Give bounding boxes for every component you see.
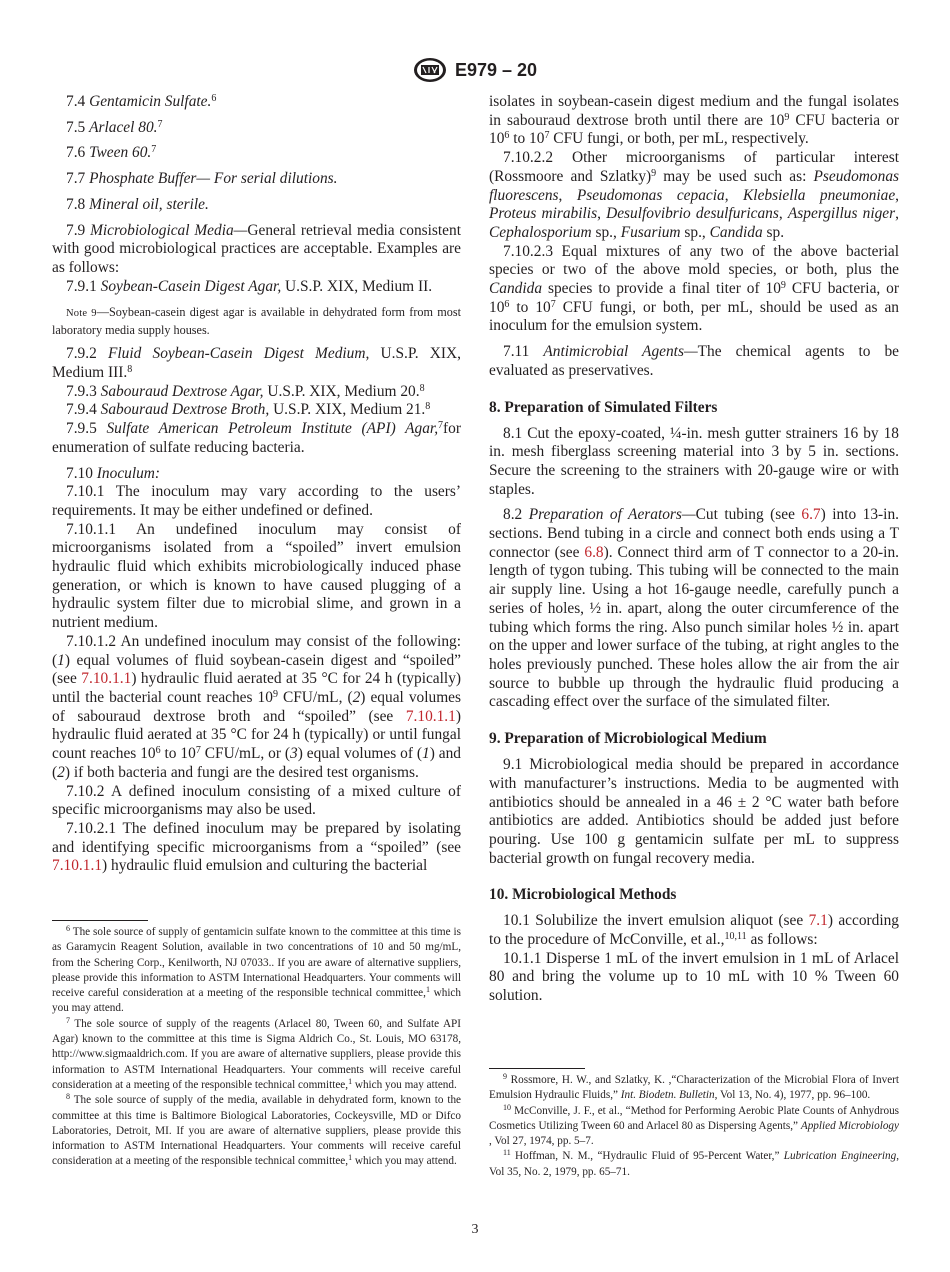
section-7-5: 7.5 Arlacel 80.$^7$ <box>66 118 163 136</box>
page-header <box>0 56 950 84</box>
section-7-9-3: 7.9.3 Sabouraud Dextrose Agar, U.S.P. XIX, Medium 20.$^8$ <box>66 382 425 400</box>
footnote-9: $^9$ Rossmore, H. W., and Szlatky, K. ,“Characterization of the Microbial Flora of Invert Emulsion Hydraulic Fluids,” Int. Biodetn. Bulletin, Vol 13, No. 4), 1977, pp. 96–100. <box>489 1072 900 1102</box>
standard-designation: E979 – 20 <box>454 59 538 80</box>
section-8-1: 8.1 Cut the epoxy-coated, ¼-in. mesh gutter strainers 16 by 18 in. mesh fiberglass screening material into 3 by 5 in. sections. Secure the screening to the strainers with 20-gauge wire or with staples. <box>489 424 899 498</box>
section-9-1: 9.1 Microbiological media should be prepared in accordance with manufacturer’s instructions. Media to be augmented with antibiotics should be annealed in a 46 ± 2 °C water bath before antibiotics are added. Antibiotics should be added just before pouring. Use 100 g gentamicin sulfate per mL to suppress bacterial growth on fungal recovery media. <box>489 756 899 867</box>
section-7-9-5: 7.9.5 Sulfate American Petroleum Institute (API) Agar,$^7$for enumeration of sulfate reducing bacteria. <box>52 420 461 456</box>
section-10-heading: 10. Microbiological Methods <box>489 886 677 904</box>
section-7-4: 7.4 Gentamicin Sulfate.$^6$ <box>66 93 217 110</box>
section-8-2: 8.2 Preparation of Aerators—Cut tubing (see 6.7) into 13-in. sections. Bend tubing in a circle and connect both ends using a T connector (see 6.8). Connect third arm of T connector to a 20-in. length of tygon tubing. This tubing will be connected to the main air supply line. Using a hot 16-gauge needle, carefully punch a series of holes, ½ in. apart, along the outer circumference of the tubing which forms the ring. Also punch similar holes ½ in. apart on the upper and lower surface of the tubing, at right angles to the holes previously punched. These holes allow the air from the air source to bubble up through the hydraulic fluid producing a cascading effect over the surface of the simulated filter. <box>489 506 899 711</box>
footnotes-right <box>489 1068 899 1180</box>
section-7-10: 7.10 Inoculum: <box>66 464 161 482</box>
section-7-11: 7.11 Antimicrobial Agents—The chemical agents to be evaluated as preservatives. <box>489 343 899 379</box>
section-7-10-2-1-continued: isolates in soybean-casein digest medium and the fungal isolates in sabouraud dextrose broth until there are $10^9$ CFU bacteria or $10^6$ to $10^7$ CFU fungi, or both, per mL, respectively. <box>489 93 899 148</box>
astm-logo-icon <box>413 57 447 83</box>
section-7-9-4: 7.9.4 Sabouraud Dextrose Broth, U.S.P. XIX, Medium 21.$^8$ <box>66 401 431 419</box>
footnote-8: $^8$ The sole source of supply of the media, available in dehydrated form, known to the committee at this time is Baltimore Biological Laboratories, Cockeysville, MD or Difco Laboratories, Detroit, MI. If you are aware of alternative suppliers, please provide this information to ASTM International Headquarters. Your comments will receive careful consideration at a meeting of the responsible technical committee,$^1$ which you may attend. <box>52 1092 461 1168</box>
section-7-10-2-1: 7.10.2.1 The defined inoculum may be prepared by isolating and identifying specific microorganisms from a “spoiled” (see 7.10.1.1) hydraulic fluid emulsion and culturing the bacterial <box>52 819 461 875</box>
section-7-9-2: 7.9.2 Fluid Soybean-Casein Digest Medium, U.S.P. XIX, Medium III.$^8$ <box>52 345 461 382</box>
section-7-8: 7.8 Mineral oil, sterile. <box>66 195 209 213</box>
section-9-heading: 9. Preparation of Microbiological Medium <box>489 730 767 748</box>
xref-7-10-1-1[interactable]: 7.10.1.1 <box>405 707 456 725</box>
footnote-rule <box>52 920 148 921</box>
section-10-1: 10.1 Solubilize the invert emulsion aliquot (see 7.1) according to the procedure of McConville, et al.,$^{10,11}$ as follows: <box>489 912 899 949</box>
section-7-10-1-1: 7.10.1.1 An undefined inoculum may consist of microorganisms isolated from a “spoiled” invert emulsion hydraulic fluid which exhibits microbiologically induced phase generation, or which is known to have caused plugging of a hydraulic system filter due to microbial slime, and grown in a nutrient medium. <box>52 520 461 632</box>
section-8-heading: 8. Preparation of Simulated Filters <box>489 398 718 416</box>
section-7-10-2: 7.10.2 A defined inoculum consisting of a mixed culture of specific microorganisms may also be used. <box>52 782 461 819</box>
section-7-6: 7.6 Tween 60.$^7$ <box>66 144 157 162</box>
right-column <box>489 93 899 1006</box>
footnote-10: $^{10}$ McConville, J. F., et al., “Method for Performing Aerobic Plate Counts of Anhydrous Cosmetics Utilizing Tween 60 and Arlacel 80 as Dispersing Agents,” Applied Microbiology , Vol 27, 1974, pp. 5–7. <box>489 1102 900 1148</box>
section-7-10-2-2: 7.10.2.2 Other microorganisms of particular interest (Rossmoore and Szlatky)$^9$ may be used such as: Pseudomonas fluorescens, Pseudomonas cepacia, Klebsiella pneumoniae, Proteus mirabilis, Desulfovibrio desulfuricans, Aspergillus niger, Cephalosporium sp., Fusarium sp., Candida sp. <box>489 149 900 241</box>
xref-7-10-1-1[interactable]: 7.10.1.1 <box>81 670 132 688</box>
section-10-1-1: 10.1.1 Disperse 1 mL of the invert emulsion in 1 mL of Arlacel 80 and bring the volume up to 10 mL with 10 % Tween 60 solution. <box>489 949 899 1005</box>
footnotes-left <box>52 920 461 1170</box>
note-9: Note 9—Soybean-casein digest agar is available in dehydrated form from most laboratory media supply houses. <box>52 305 461 338</box>
section-7-9: 7.9 Microbiological Media—General retrieval media consistent with good microbiological practices are acceptable. Examples are as follows: <box>52 221 461 276</box>
footnote-11: $^{11}$ Hoffman, N. M., “Hydraulic Fluid of 95-Percent Water,” Lubrication Engineering, Vol 35, No. 2, 1979, pp. 65–71. <box>489 1148 900 1178</box>
section-7-7: 7.7 Phosphate Buffer— For serial dilutions. <box>66 170 338 188</box>
footnote-rule <box>489 1068 585 1069</box>
footnote-7: $^7$ The sole source of supply of the reagents (Arlacel 80, Tween 60, and Sulfate API Agar) known to the committee at this time is Sigma Aldrich Co., St. Louis, MO 63178, http://www.sigmaaldrich.com. If you are aware of alternative suppliers, please provide this information to ASTM International Headquarters. Your comments will receive careful consideration at a meeting of the responsible technical committee,$^1$ which you may attend. <box>52 1015 461 1091</box>
section-7-10-1-2: 7.10.1.2 An undefined inoculum may consist of the following: (1) equal volumes of fluid soybean-casein digest and “spoiled” (see 7.10.1.1) hydraulic fluid aerated at 35 °C for 24 h (typically) until the bacterial count reaches $10^9$ CFU/mL, (2) equal volumes of sabouraud dextrose broth and “spoiled” (see 7.10.1.1) hydraulic fluid aerated at 35 °C for 24 h (typically) or until fungal count reaches $10^6$ to $10^7$ CFU/mL, or (3) equal volumes of (1) and (2) if both bacteria and fungi are the desired test organisms. <box>52 632 462 781</box>
xref-7-1[interactable]: 7.1 <box>808 912 828 930</box>
section-7-9-1: 7.9.1 Soybean-Casein Digest Agar, U.S.P. XIX, Medium II. <box>66 277 433 295</box>
xref-6-8[interactable]: 6.8 <box>584 543 604 561</box>
footnote-6: $^6$ The sole source of supply of gentamicin sulfate known to the committee at this time is as Garamycin Reagent Solution, available in two concentrations of 10 and 50 mg/mL, from the Schering Corp., Kenilworth, NJ 07033.. If you are aware of alternative suppliers, please provide this information to ASTM International Headquarters. Your comments will receive careful consideration at a meeting of the responsible technical committee,$^1$ which you may attend. <box>52 924 461 1015</box>
xref-6-7[interactable]: 6.7 <box>801 506 821 524</box>
left-column <box>52 93 461 876</box>
xref-7-10-1-1[interactable]: 7.10.1.1 <box>52 857 103 875</box>
section-7-10-1: 7.10.1 The inoculum may vary according to the users’ requirements. It may be either undefined or defined. <box>52 483 461 519</box>
page-number: 3 <box>471 1222 479 1237</box>
section-7-10-2-3: 7.10.2.3 Equal mixtures of any two of the above bacterial species or two of the above mold species, or both, plus the Candida species to provide a final titer of $10^9$ CFU bacteria, or $10^6$ to $10^7$ CFU fungi, or both, per mL, should be used as an inoculum for the emulsion system. <box>489 242 899 335</box>
